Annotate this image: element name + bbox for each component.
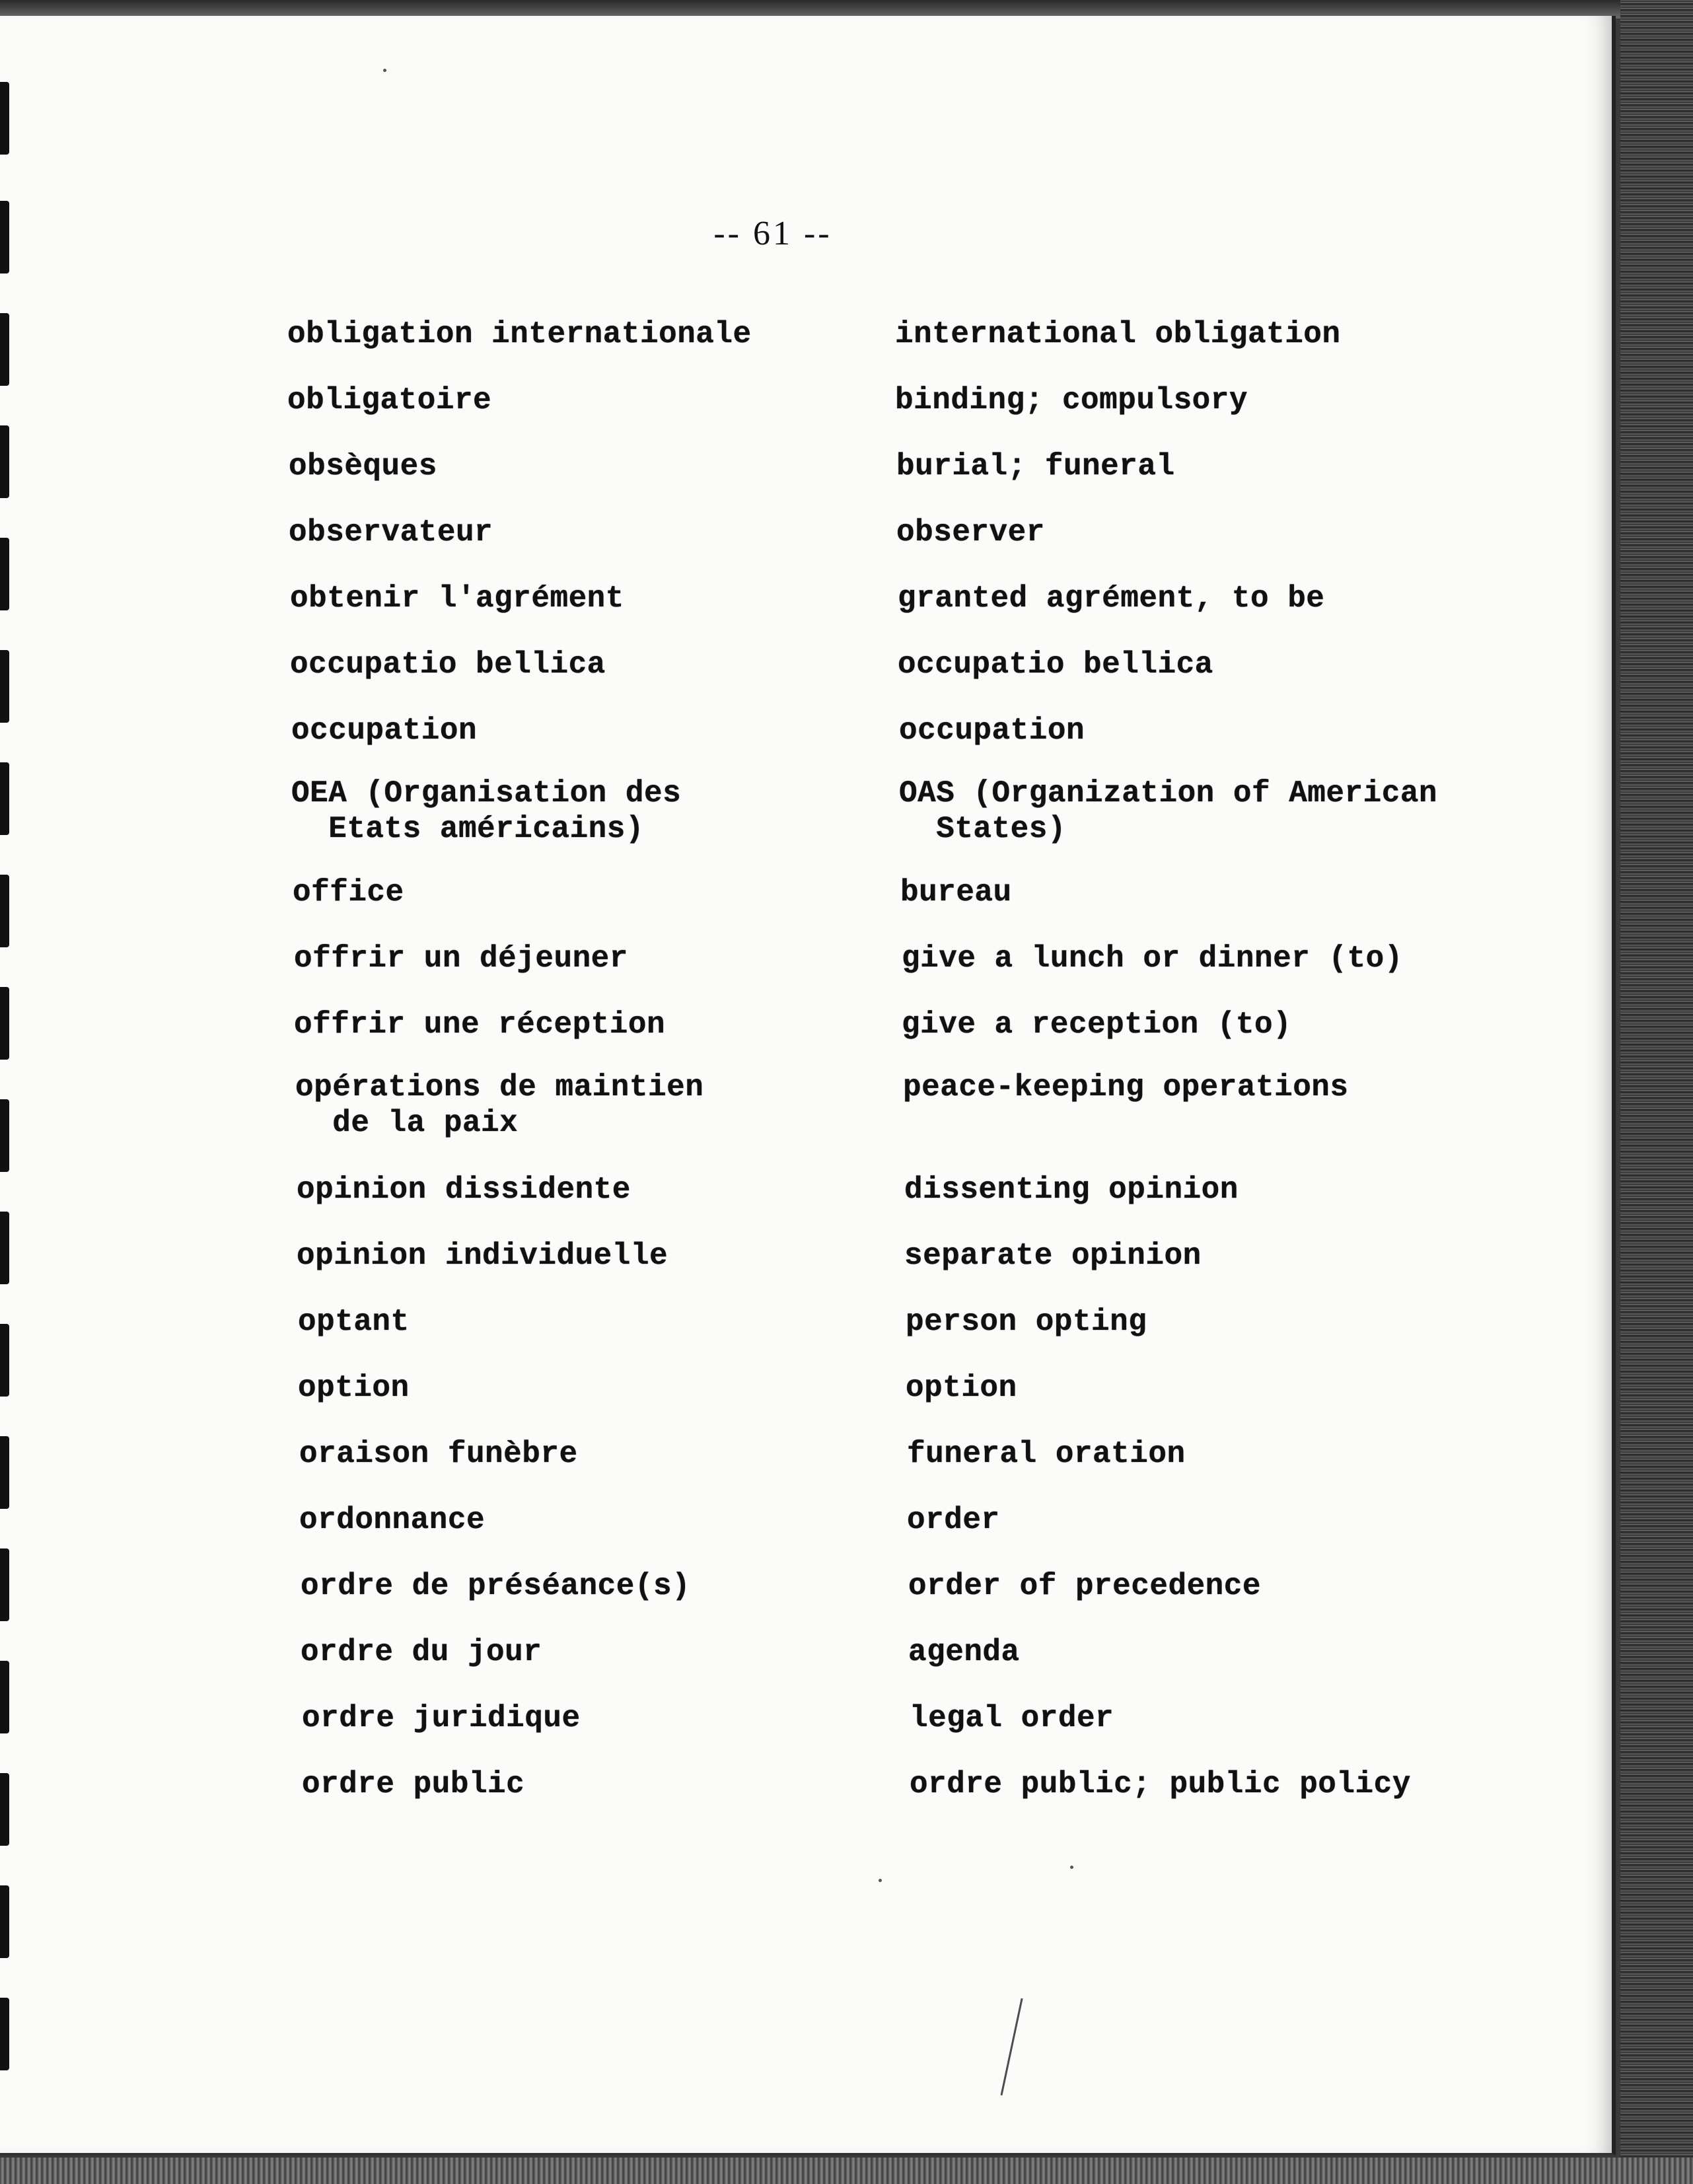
french-term: ordre de préséance(s) [301,1569,691,1603]
glossary-entry [298,1370,1693,1436]
english-term: person opting [906,1305,1147,1339]
glossary-entry [289,449,1693,515]
english-term: bureau [900,875,1012,910]
french-term: obligatoire [287,383,492,418]
document-page [0,16,1616,2156]
english-term: give a lunch or dinner (to) [902,941,1403,976]
french-term: oraison funèbre [299,1437,578,1471]
glossary-entry [293,875,1693,941]
glossary-entry [299,1436,1693,1502]
english-term: granted agrément, to be [898,581,1325,616]
french-term: ordre juridique [302,1701,581,1735]
scan-border-bottom [0,2158,1693,2184]
french-term: option [298,1371,410,1405]
english-term: burial; funeral [896,449,1175,484]
glossary-entry [294,1007,1693,1073]
glossary-entry [301,1568,1693,1634]
french-term: observateur [289,515,493,550]
english-term: dissenting opinion [904,1173,1239,1207]
glossary-entry [290,581,1693,647]
french-term: obtenir l'agrément [290,581,624,616]
glossary-entry [287,382,1693,449]
french-term: office [293,875,404,910]
english-term: funeral oration [907,1437,1186,1471]
french-term: offrir un déjeuner [294,941,628,976]
french-term: ordre public [302,1767,525,1802]
english-term: peace-keeping operations [903,1070,1349,1105]
english-term: international obligation [895,317,1341,351]
english-term: observer [896,515,1045,550]
english-term: ordre public; public policy [910,1767,1411,1802]
french-term: ordre du jour [301,1635,542,1669]
english-term: occupation [899,713,1085,748]
english-term: order [907,1503,1000,1537]
french-term: obligation internationale [287,317,752,351]
english-term: order of precedence [908,1569,1261,1603]
glossary-entry [290,647,1693,713]
french-term: occupatio bellica [290,647,606,682]
scan-speck [383,69,386,72]
english-term: binding; compulsory [895,383,1248,418]
glossary-entry [289,515,1693,581]
glossary-entry [297,1172,1693,1238]
english-term: agenda [908,1635,1020,1669]
page-number: -- 61 -- [713,215,832,252]
english-term: option [906,1371,1017,1405]
english-term: separate opinion [904,1239,1202,1273]
glossary-entry [299,1502,1693,1568]
french-term: offrir une réception [294,1007,666,1042]
french-term: ordonnance [299,1503,486,1537]
glossary-entry [298,1304,1693,1370]
glossary-entry [297,1238,1693,1304]
scan-speck [879,1879,882,1882]
french-term: opinion dissidente [297,1173,631,1207]
glossary-entry [294,941,1693,1007]
glossary-entry [302,1700,1693,1766]
scan-speck [1070,1866,1073,1869]
glossary-entry [302,1766,1693,1833]
glossary-entry [287,316,1693,382]
french-term: opinion individuelle [297,1239,668,1273]
english-term: give a reception (to) [902,1007,1292,1042]
glossary-entry [291,713,1693,779]
french-term: obsèques [289,449,437,484]
french-term: opérations de maintien de la paix [295,1070,704,1140]
glossary-entries [0,16,1612,2153]
french-term: optant [298,1305,410,1339]
english-term: occupatio bellica [898,647,1213,682]
french-term: OEA (Organisation des Etats américains) [291,776,682,846]
english-term: OAS (Organization of American States) [899,776,1438,846]
english-term: legal order [910,1701,1114,1735]
glossary-entry [295,1070,1693,1162]
glossary-entry [291,776,1693,868]
glossary-entry [301,1634,1693,1700]
french-term: occupation [291,713,478,748]
